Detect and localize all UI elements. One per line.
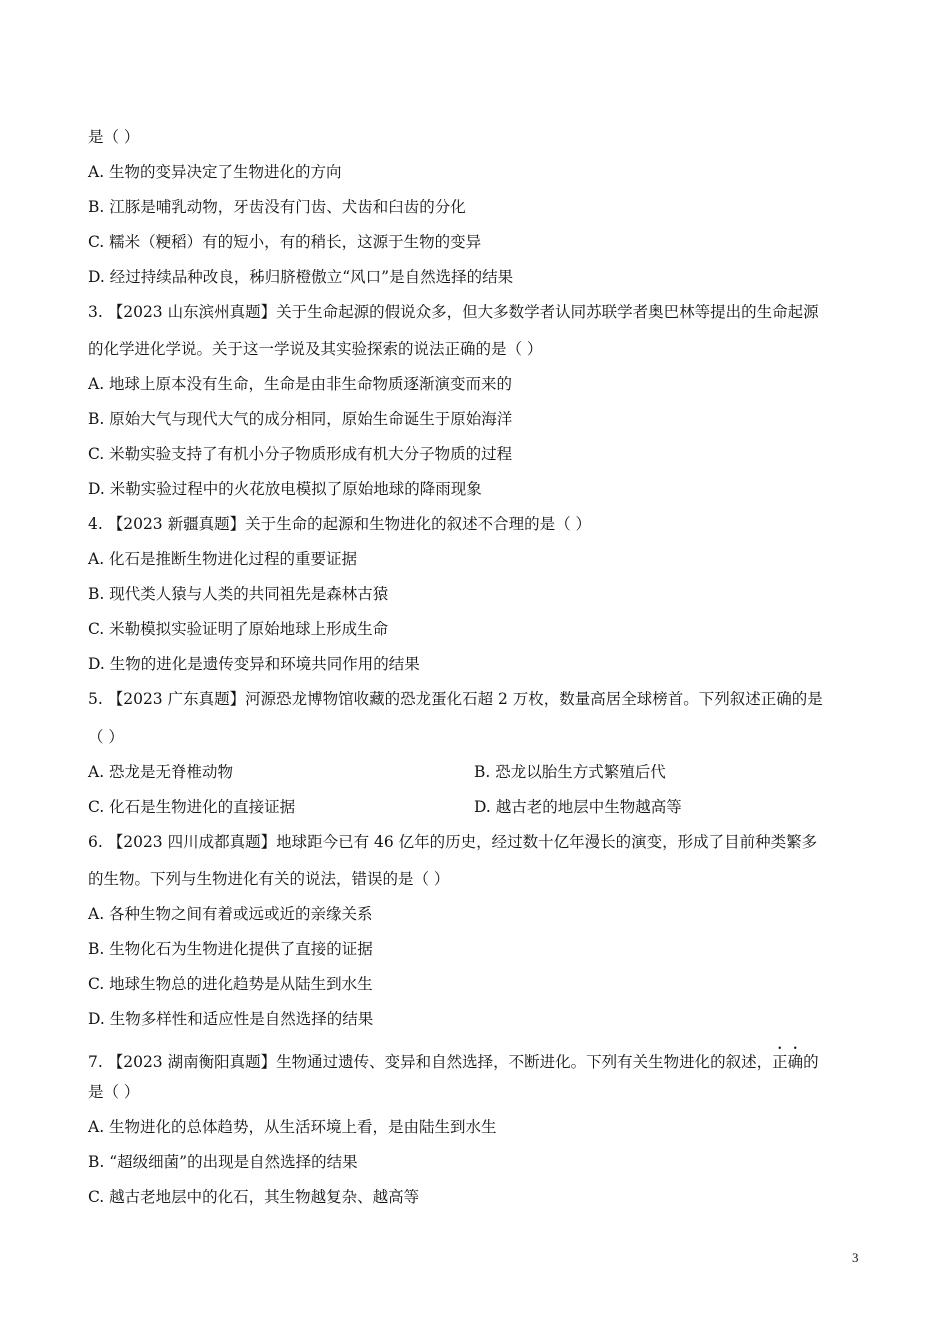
q2-option-c: C. 糯米（粳稻）有的短小，有的稍长，这源于生物的变异	[88, 233, 482, 251]
q4-option-b: B. 现代类人猿与人类的共同祖先是森林古猿	[88, 585, 389, 603]
q7-emphasized-word: 正确	[772, 1053, 804, 1071]
q3-option-d: D. 米勒实验过程中的火花放电模拟了原始地球的降雨现象	[88, 480, 482, 498]
q3-option-a: A. 地球上原本没有生命，生命是由非生命物质逐渐演变而来的	[88, 375, 513, 393]
q2-option-b: B. 江豚是哺乳动物，牙齿没有门齿、犬齿和臼齿的分化	[88, 198, 466, 216]
q6-stem-line2: 的生物。下列与生物进化有关的说法，错误的是（ ）	[88, 870, 450, 888]
q7-option-c: C. 越古老地层中的化石，其生物越复杂、越高等	[88, 1188, 420, 1206]
q4-stem: 4. 【2023 新疆真题】关于生命的起源和生物进化的叙述不合理的是（ ）	[88, 515, 592, 533]
page-number: 3	[852, 1250, 859, 1265]
q3-option-c: C. 米勒实验支持了有机小分子物质形成有机大分子物质的过程	[88, 445, 513, 463]
q3-stem-line2: 的化学进化学说。关于这一学说及其实验探索的说法正确的是（ ）	[88, 340, 543, 358]
q2-stem-tail: 是（ ）	[88, 128, 140, 146]
q6-option-b: B. 生物化石为生物进化提供了直接的证据	[88, 940, 373, 958]
q6-option-c: C. 地球生物总的进化趋势是从陆生到水生	[88, 975, 373, 993]
q7-stem-text: 7. 【2023 湖南衡阳真题】生物通过遗传、变异和自然选择，不断进化。下列有关生物进化的叙述，	[88, 1053, 773, 1071]
q7-stem-line1	[88, 1044, 819, 1072]
q2-option-d: D. 经过持续品种改良，秭归脐橙傲立“风口”是自然选择的结果	[88, 268, 514, 286]
q5-stem-line1: 5. 【2023 广东真题】河源恐龙博物馆收藏的恐龙蛋化石超 2 万枚，数量高居全球榜首。下列叙述正确的是	[88, 690, 823, 708]
q3-option-b: B. 原始大气与现代大气的成分相同，原始生命诞生于原始海洋	[88, 410, 513, 428]
q7-option-b: B. “超级细菌”的出现是自然选择的结果	[88, 1153, 358, 1171]
q7-stem-line2: 是（ ）	[88, 1083, 140, 1101]
q7-option-a: A. 生物进化的总体趋势，从生活环境上看，是由陆生到水生	[88, 1118, 497, 1136]
q6-option-d: D. 生物多样性和适应性是自然选择的结果	[88, 1010, 374, 1028]
q7-stem-suffix: 的	[803, 1053, 819, 1071]
q4-option-d: D. 生物的进化是遗传变异和环境共同作用的结果	[88, 655, 420, 673]
q4-option-a: A. 化石是推断生物进化过程的重要证据	[88, 550, 358, 568]
q4-option-c: C. 米勒模拟实验证明了原始地球上形成生命	[88, 620, 389, 638]
q6-option-a: A. 各种生物之间有着或远或近的亲缘关系	[88, 905, 373, 923]
q3-stem-line1: 3. 【2023 山东滨州真题】关于生命起源的假说众多，但大多数学者认同苏联学者奥巴林等提出的生命起源	[88, 303, 819, 321]
q2-option-a: A. 生物的变异决定了生物进化的方向	[88, 163, 342, 181]
q5-option-b: B. 恐龙以胎生方式繁殖后代	[474, 763, 666, 781]
q5-option-d: D. 越古老的地层中生物越高等	[474, 798, 682, 816]
q5-option-c: C. 化石是生物进化的直接证据	[88, 798, 296, 816]
q5-option-a: A. 恐龙是无脊椎动物	[88, 763, 234, 781]
q6-stem-line1: 6. 【2023 四川成都真题】地球距今已有 46 亿年的历史，经过数十亿年漫长的演变，形成了目前种类繁多	[88, 833, 818, 851]
q5-stem-line2: （ ）	[88, 728, 124, 746]
